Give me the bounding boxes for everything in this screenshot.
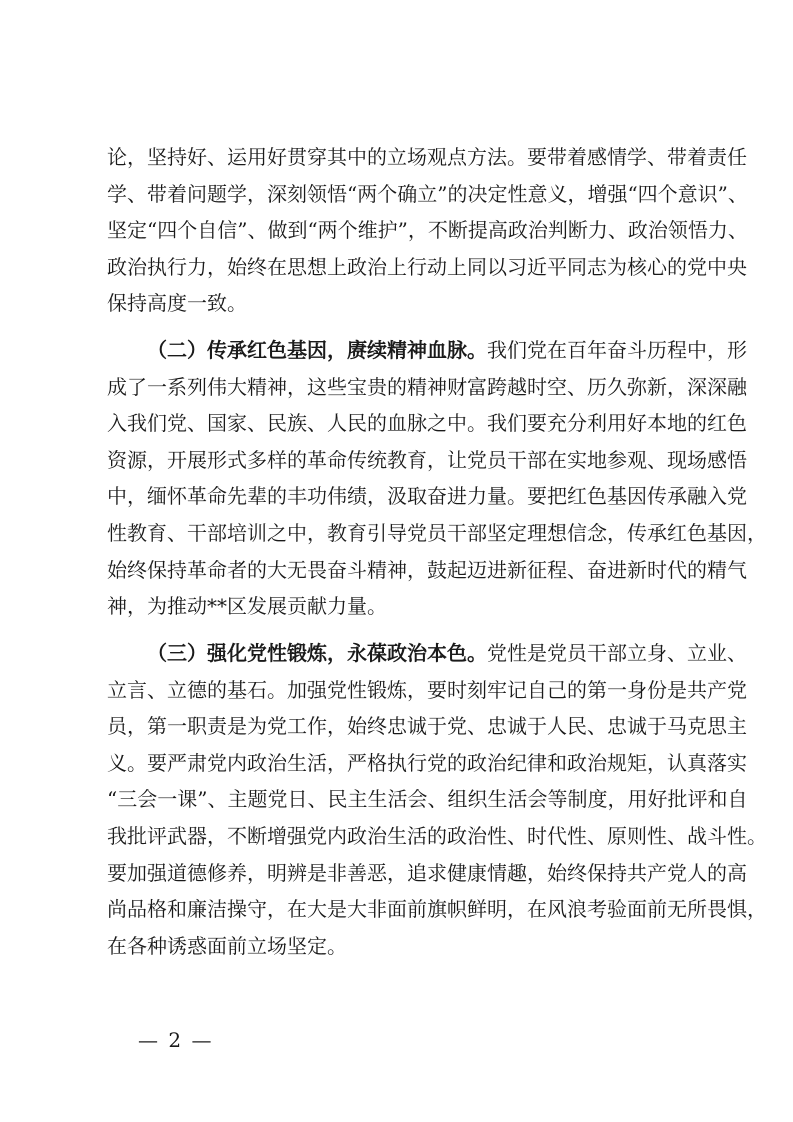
section-heading: （三）强化党性锻炼，永葆政治本色。	[147, 641, 487, 665]
text-line: 保持高度一致。	[107, 291, 247, 316]
text-line: 论，坚持好、运用好贯穿其中的立场观点方法。要带着感情学、带着责任	[107, 145, 747, 169]
text-line: 立言、立德的基石。加强党性锻炼，要时刻牢记自己的第一身份是共产党	[107, 677, 747, 702]
paragraph-3	[107, 635, 767, 964]
text-line: 政治执行力，始终在思想上政治上行动上同以习近平同志为核心的党中央	[107, 254, 747, 279]
text-line	[107, 332, 747, 369]
text-line: 尚品格和廉洁操守，在大是大非面前旗帜鲜明，在风浪考验面前无所畏惧，	[107, 897, 767, 922]
paragraph-2	[107, 332, 767, 625]
text-line: 义。要严肃党内政治生活，严格执行党的政治纪律和政治规矩，认真落实	[107, 750, 747, 775]
text-span: 我们党在百年奋斗历程中，形	[487, 338, 747, 362]
text-line: “三会一课”、主题党日、民主生活会、组织生活会等制度，用好批评和自	[107, 787, 748, 812]
text-line: 成了一系列伟大精神，这些宝贵的精神财富跨越时空、历久弥新，深深融	[107, 374, 747, 399]
page-number: — 2 —	[138, 1028, 214, 1052]
text-line: 坚定“四个自信”、做到“两个维护”，不断提高政治判断力、政治领悟力、	[107, 218, 748, 243]
text-line: 学、带着问题学，深刻领悟“两个确立”的决定性意义，增强“四个意识”、	[107, 181, 748, 206]
text-line: 中，缅怀革命先辈的丰功伟绩，汲取奋进力量。要把红色基因传承融入党	[107, 484, 747, 509]
text-line: 性教育、干部培训之中，教育引导党员干部坚定理想信念，传承红色基因，	[107, 520, 767, 545]
text-line: 员，第一职责是为党工作，始终忠诚于党、忠诚于人民、忠诚于马克思主	[107, 714, 747, 739]
text-line: 资源，开展形式多样的革命传统教育，让党员干部在实地参观、现场感悟	[107, 447, 747, 472]
text-line: 神，为推动**区发展贡献力量。	[107, 594, 387, 619]
section-heading: （二）传承红色基因，赓续精神血脉。	[147, 338, 487, 362]
text-line: 入我们党、国家、民族、人民的血脉之中。我们要充分利用好本地的红色	[107, 411, 747, 436]
text-line: 始终保持革命者的大无畏奋斗精神，鼓起迈进新征程、奋进新时代的精气	[107, 557, 747, 582]
text-line: 在各种诱惑面前立场坚定。	[107, 933, 347, 958]
text-span: 党性是党员干部立身、立业、	[487, 641, 747, 665]
text-line: 要加强道德修养，明辨是非善恶，追求健康情趣，始终保持共产党人的高	[107, 860, 747, 885]
text-line: 我批评武器，不断增强党内政治生活的政治性、时代性、原则性、战斗性。	[107, 823, 767, 848]
text-line	[107, 635, 747, 672]
paragraph-1	[107, 139, 748, 322]
